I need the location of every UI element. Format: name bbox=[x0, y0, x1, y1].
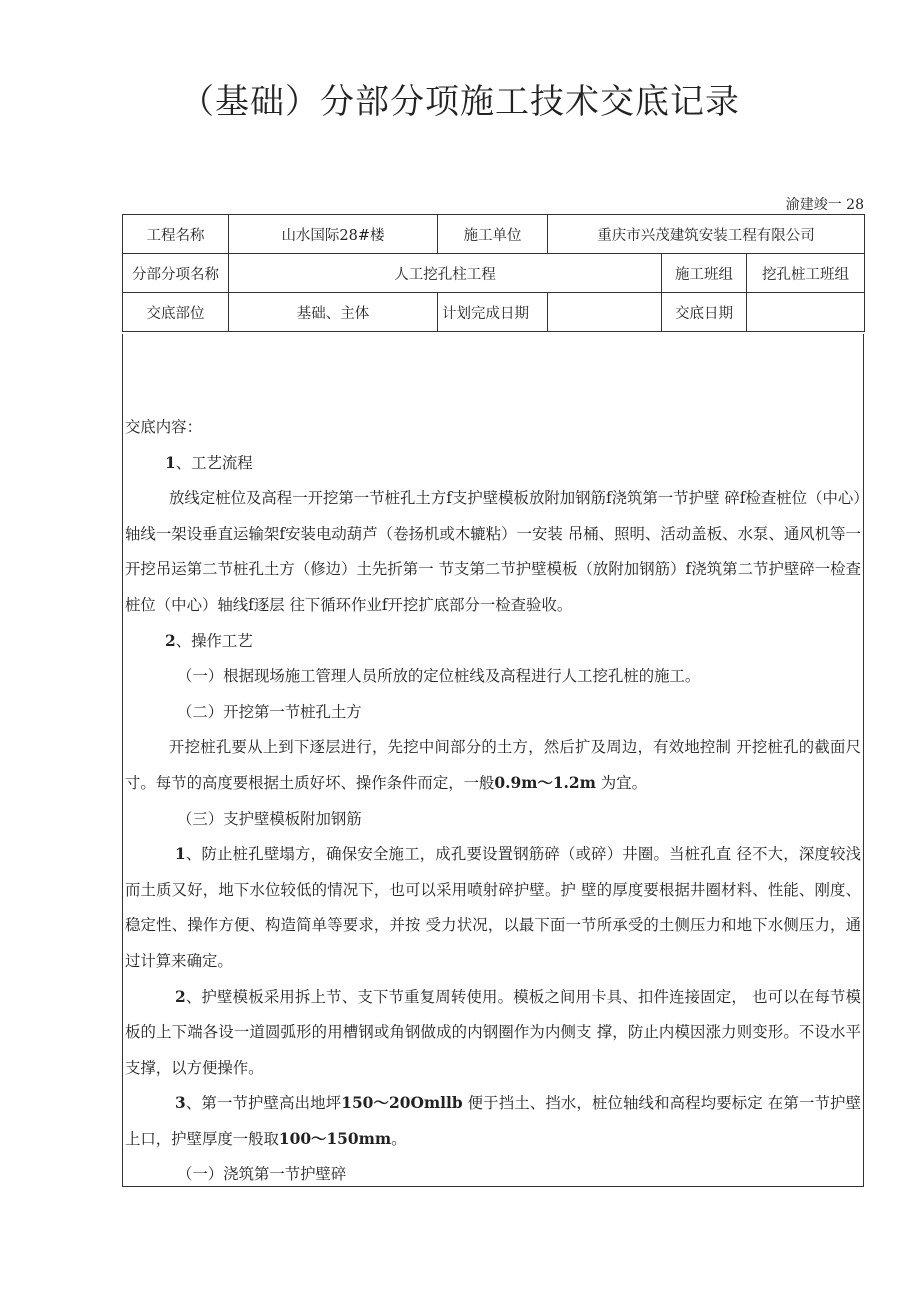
contractor-value: 重庆市兴茂建筑安装工程有限公司 bbox=[548, 215, 865, 254]
team-value: 挖孔桩工班组 bbox=[747, 254, 865, 293]
thickness-value: 100～150mm bbox=[278, 1129, 392, 1148]
numbered-paragraph bbox=[125, 980, 861, 1087]
project-name-label: 工程名称 bbox=[123, 215, 229, 254]
section-heading bbox=[125, 446, 861, 482]
location-label: 交底部位 bbox=[123, 293, 229, 332]
planned-date-value bbox=[548, 293, 662, 332]
project-name-value: 山水国际28#楼 bbox=[229, 215, 438, 254]
numbered-paragraph bbox=[125, 1086, 861, 1157]
content-box bbox=[122, 334, 864, 1187]
section-title: 、操作工艺 bbox=[175, 631, 253, 650]
subsection-heading: （一）根据现场施工管理人员所放的定位桩线及高程进行人工挖孔桩的施工。 bbox=[177, 667, 701, 686]
numbered-paragraph bbox=[125, 837, 861, 979]
paragraph-number: 3 bbox=[175, 1094, 186, 1113]
paragraph-number: 2 bbox=[175, 987, 186, 1006]
team-label: 施工班组 bbox=[662, 254, 747, 293]
table-row bbox=[123, 254, 865, 293]
excavation-paragraph bbox=[125, 730, 861, 801]
location-value: 基础、主体 bbox=[229, 293, 438, 332]
section-number: 1 bbox=[165, 453, 176, 472]
section-heading bbox=[125, 624, 861, 660]
paragraph-text: 开挖桩孔要从上到下逐层进行，先挖中间部分的土方，然后扩及周边，有效地控制 开挖桩孔的截面尺寸。每节的高度要根据土质好坏、操作条件而定，一般 bbox=[125, 738, 861, 792]
handover-date-value bbox=[747, 293, 865, 332]
document-title: （基础）分部分项施工技术交底记录 bbox=[180, 82, 740, 122]
content-intro: 交底内容： bbox=[125, 418, 202, 436]
process-flow-paragraph: 放线定桩位及高程一开挖第一节桩孔土方f支护壁模板放附加钢筋f浇筑第一节护壁 碎f检查桩位（中心）轴线一架设垂直运输架f安装电动葫芦（卷扬机或木辘粘）一安装 吊桶、照明、活动盖板、水泵、通风机等一开挖吊运第二节桩孔土方（修边）土先折第一 节支第二节护壁模板（放附加钢筋）f浇筑第二节护壁碎一检查桩位（中心）轴线f逐层 往下循环作业f开挖扩底部分一检查验收。 bbox=[125, 489, 861, 614]
height-value: 150～20Omllb bbox=[341, 1094, 463, 1113]
paragraph-text: 。 bbox=[391, 1129, 407, 1148]
subsection-heading: （三）支护壁模板附加钢筋 bbox=[177, 809, 362, 828]
subsection-heading: （一）浇筑第一节护壁碎 bbox=[177, 1165, 347, 1184]
paragraph-text: 、护壁模板采用拆上节、支下节重复周转使用。模板之间用卡具、扣件连接固定， 也可以在每节模板的上下端各设一道圆弧形的用槽钢或角钢做成的内钢圈作为内侧支 撑，防止内模因涨力则变形。不设水平支撑，以方便操作。 bbox=[125, 987, 861, 1077]
subitem-label: 分部分项名称 bbox=[123, 254, 229, 293]
table-row bbox=[123, 293, 865, 332]
content-body bbox=[125, 410, 861, 1193]
subsection-heading: （二）开挖第一节桩孔土方 bbox=[177, 702, 362, 721]
paragraph-number: 1 bbox=[175, 845, 186, 864]
depth-range-value: 0.9m～1.2m bbox=[494, 773, 596, 792]
paragraph-text: 、防止桩孔壁塌方，确保安全施工，成孔要设置钢筋碎（或碎）井圈。当桩孔直 径不大，深度较浅而土质又好，地下水位较低的情况下，也可以采用喷射碎护壁。护 壁的厚度要根据井圈材料、性能、刚度、稳定性、操作方便、构造简单等要求，并按 受力状况，以最下面一节所承受的土侧压力和地下水侧压力，通过计算来确定。 bbox=[125, 845, 861, 970]
table-row bbox=[123, 215, 865, 254]
document-number: 渝建竣一 28 bbox=[785, 197, 864, 213]
paragraph-text: 便于挡土、挡水，桩位轴线和高程均要标定 在第一节护壁上口，护壁厚度一般取 bbox=[125, 1094, 861, 1148]
section-number: 2 bbox=[165, 631, 176, 650]
contractor-label: 施工单位 bbox=[438, 215, 548, 254]
section-title: 、工艺流程 bbox=[175, 453, 253, 472]
planned-date-label: 计划完成日期 bbox=[438, 293, 548, 332]
subitem-value: 人工挖孔柱工程 bbox=[229, 254, 662, 293]
handover-date-label: 交底日期 bbox=[662, 293, 747, 332]
header-table bbox=[122, 214, 865, 332]
paragraph-text: 、第一节护壁高出地坪 bbox=[185, 1094, 342, 1113]
paragraph-text: 为宜。 bbox=[595, 773, 647, 792]
